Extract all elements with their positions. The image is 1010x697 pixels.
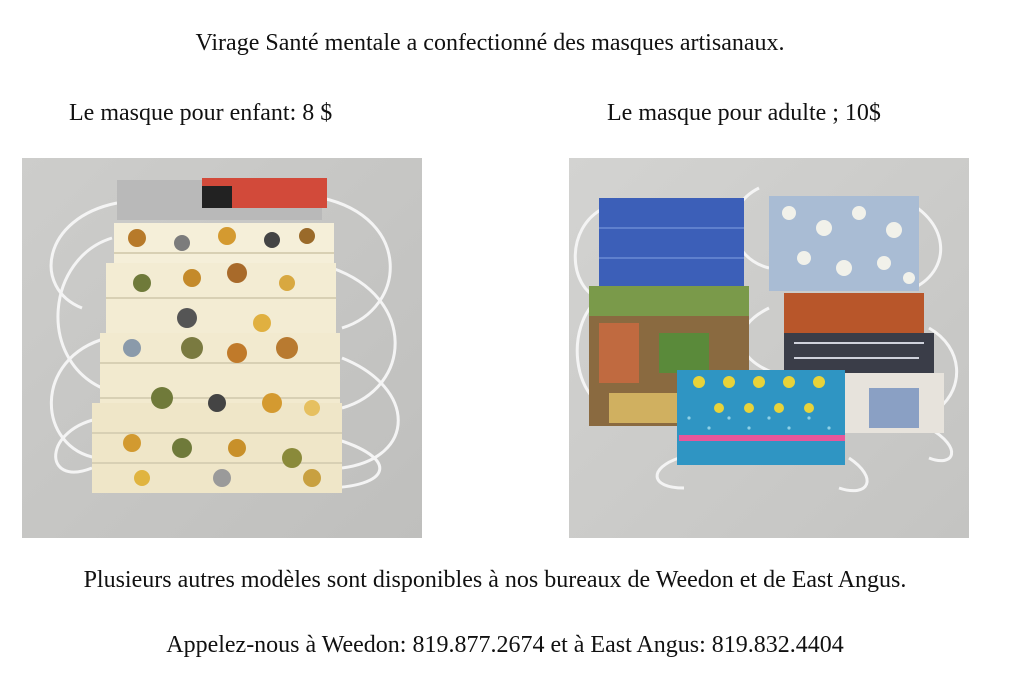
page-title: Virage Santé mentale a confectionné des masques artisanaux. [195,30,785,56]
child-mask-price: Le masque pour enfant: 8 $ [69,100,333,126]
contact-phones: Appelez-nous à Weedon: 819.877.2674 et à East Angus: 819.832.4404 [166,632,844,658]
adult-mask-price: Le masque pour adulte ; 10$ [607,100,881,126]
availability-text: Plusieurs autres modèles sont disponibles à nos bureaux de Weedon et de East Angus. [83,567,907,593]
child-masks-photo [22,158,422,538]
adult-masks-photo [569,158,969,538]
